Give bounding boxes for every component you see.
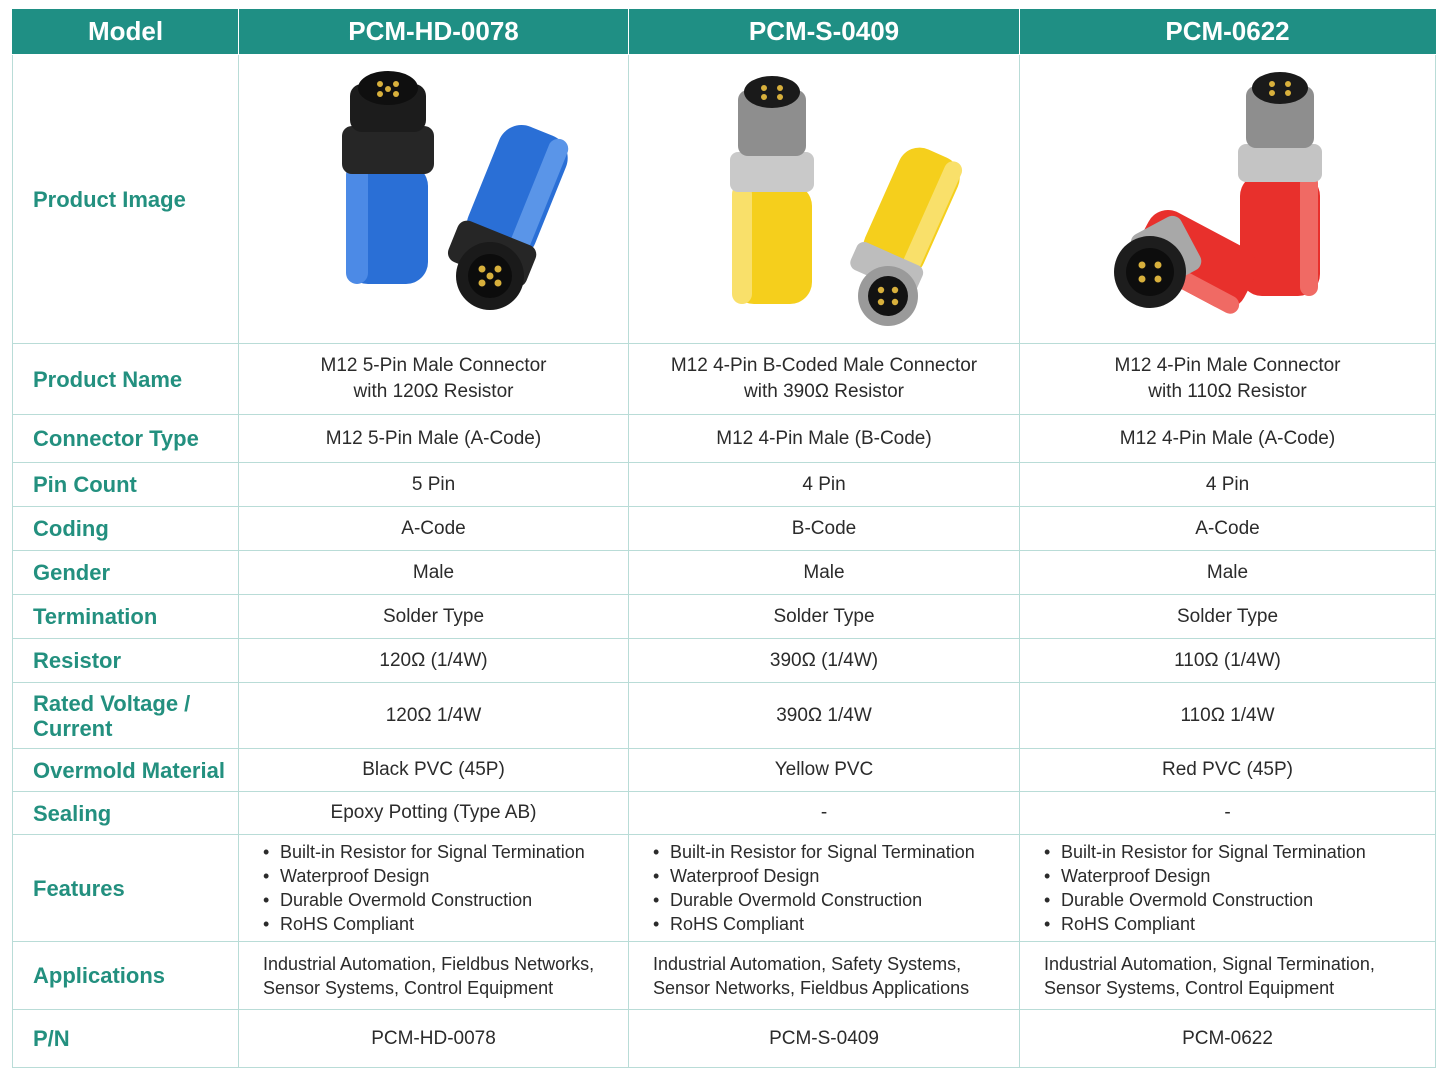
connector-type-row — [13, 415, 1436, 463]
overmold-material-3: Red PVC (45P) — [1020, 749, 1436, 792]
list-item: • Built-in Resistor for Signal Termination — [263, 840, 628, 864]
coding-2: B-Code — [629, 507, 1020, 551]
connector-type-2: M12 4-Pin Male (B-Code) — [629, 415, 1020, 463]
list-item: • Waterproof Design — [1044, 864, 1435, 888]
comparison-table-wrapper — [12, 9, 1435, 1068]
pn-3: PCM-0622 — [1020, 1010, 1436, 1068]
product-image-3 — [1020, 55, 1436, 344]
features-list-2 — [629, 840, 1019, 936]
connector-image-red — [1078, 64, 1378, 334]
features-2 — [629, 835, 1020, 942]
resistor-row — [13, 639, 1436, 683]
pn-1: PCM-HD-0078 — [239, 1010, 629, 1068]
row-label-rated-voltage: Rated Voltage / Current — [13, 683, 239, 749]
termination-row — [13, 595, 1436, 639]
product-name-1: M12 5-Pin Male Connector with 120Ω Resistor — [239, 344, 629, 415]
pin-count-3: 4 Pin — [1020, 463, 1436, 507]
termination-2: Solder Type — [629, 595, 1020, 639]
product-name-2: M12 4-Pin B-Coded Male Connector with 390Ω Resistor — [629, 344, 1020, 415]
row-label-pin-count: Pin Count — [13, 463, 239, 507]
model-name-2: PCM-S-0409 — [629, 9, 1020, 55]
overmold-material-2: Yellow PVC — [629, 749, 1020, 792]
termination-1: Solder Type — [239, 595, 629, 639]
applications-row — [13, 942, 1436, 1010]
connector-type-3: M12 4-Pin Male (A-Code) — [1020, 415, 1436, 463]
coding-1: A-Code — [239, 507, 629, 551]
row-label-termination: Termination — [13, 595, 239, 639]
gender-1: Male — [239, 551, 629, 595]
coding-row — [13, 507, 1436, 551]
model-header: Model — [13, 9, 239, 55]
list-item: • Durable Overmold Construction — [653, 888, 1019, 912]
rated-voltage-row — [13, 683, 1436, 749]
list-item: • RoHS Compliant — [263, 912, 628, 936]
applications-1: Industrial Automation, Fieldbus Networks, Sensor Systems, Control Equipment — [239, 942, 629, 1010]
row-label-pn: P/N — [13, 1010, 239, 1068]
pn-row — [13, 1010, 1436, 1068]
list-item: • Built-in Resistor for Signal Termination — [653, 840, 1019, 864]
row-label-gender: Gender — [13, 551, 239, 595]
gender-2: Male — [629, 551, 1020, 595]
pin-count-row — [13, 463, 1436, 507]
features-list-1 — [239, 840, 628, 936]
product-name-row — [13, 344, 1436, 415]
comparison-table — [12, 9, 1436, 1068]
row-label-applications: Applications — [13, 942, 239, 1010]
applications-3: Industrial Automation, Signal Termination, Sensor Systems, Control Equipment — [1020, 942, 1436, 1010]
list-item: • RoHS Compliant — [653, 912, 1019, 936]
pin-count-1: 5 Pin — [239, 463, 629, 507]
list-item: • Waterproof Design — [653, 864, 1019, 888]
sealing-row — [13, 792, 1436, 835]
overmold-material-row — [13, 749, 1436, 792]
rated-voltage-1: 120Ω 1/4W — [239, 683, 629, 749]
sealing-1: Epoxy Potting (Type AB) — [239, 792, 629, 835]
connector-image-blue — [284, 64, 584, 334]
header-row — [13, 9, 1436, 55]
sealing-2: - — [629, 792, 1020, 835]
pn-2: PCM-S-0409 — [629, 1010, 1020, 1068]
row-label-overmold-material: Overmold Material — [13, 749, 239, 792]
list-item: • Durable Overmold Construction — [263, 888, 628, 912]
model-name-3: PCM-0622 — [1020, 9, 1436, 55]
resistor-1: 120Ω (1/4W) — [239, 639, 629, 683]
product-image-row — [13, 55, 1436, 344]
model-name-1: PCM-HD-0078 — [239, 9, 629, 55]
row-label-sealing: Sealing — [13, 792, 239, 835]
row-label-coding: Coding — [13, 507, 239, 551]
termination-3: Solder Type — [1020, 595, 1436, 639]
list-item: • Durable Overmold Construction — [1044, 888, 1435, 912]
list-item: • RoHS Compliant — [1044, 912, 1435, 936]
row-label-product-name: Product Name — [13, 344, 239, 415]
list-item: • Waterproof Design — [263, 864, 628, 888]
sealing-3: - — [1020, 792, 1436, 835]
product-image-1 — [239, 55, 629, 344]
row-label-product-image: Product Image — [13, 55, 239, 344]
pin-count-2: 4 Pin — [629, 463, 1020, 507]
coding-3: A-Code — [1020, 507, 1436, 551]
gender-3: Male — [1020, 551, 1436, 595]
features-3 — [1020, 835, 1436, 942]
features-1 — [239, 835, 629, 942]
product-name-3: M12 4-Pin Male Connector with 110Ω Resistor — [1020, 344, 1436, 415]
overmold-material-1: Black PVC (45P) — [239, 749, 629, 792]
row-label-resistor: Resistor — [13, 639, 239, 683]
row-label-features: Features — [13, 835, 239, 942]
connector-type-1: M12 5-Pin Male (A-Code) — [239, 415, 629, 463]
product-image-2 — [629, 55, 1020, 344]
list-item: • Built-in Resistor for Signal Termination — [1044, 840, 1435, 864]
features-list-3 — [1020, 840, 1435, 936]
resistor-3: 110Ω (1/4W) — [1020, 639, 1436, 683]
features-row — [13, 835, 1436, 942]
connector-image-yellow — [674, 64, 974, 334]
rated-voltage-2: 390Ω 1/4W — [629, 683, 1020, 749]
row-label-connector-type: Connector Type — [13, 415, 239, 463]
resistor-2: 390Ω (1/4W) — [629, 639, 1020, 683]
gender-row — [13, 551, 1436, 595]
rated-voltage-3: 110Ω 1/4W — [1020, 683, 1436, 749]
applications-2: Industrial Automation, Safety Systems, Sensor Networks, Fieldbus Applications — [629, 942, 1020, 1010]
